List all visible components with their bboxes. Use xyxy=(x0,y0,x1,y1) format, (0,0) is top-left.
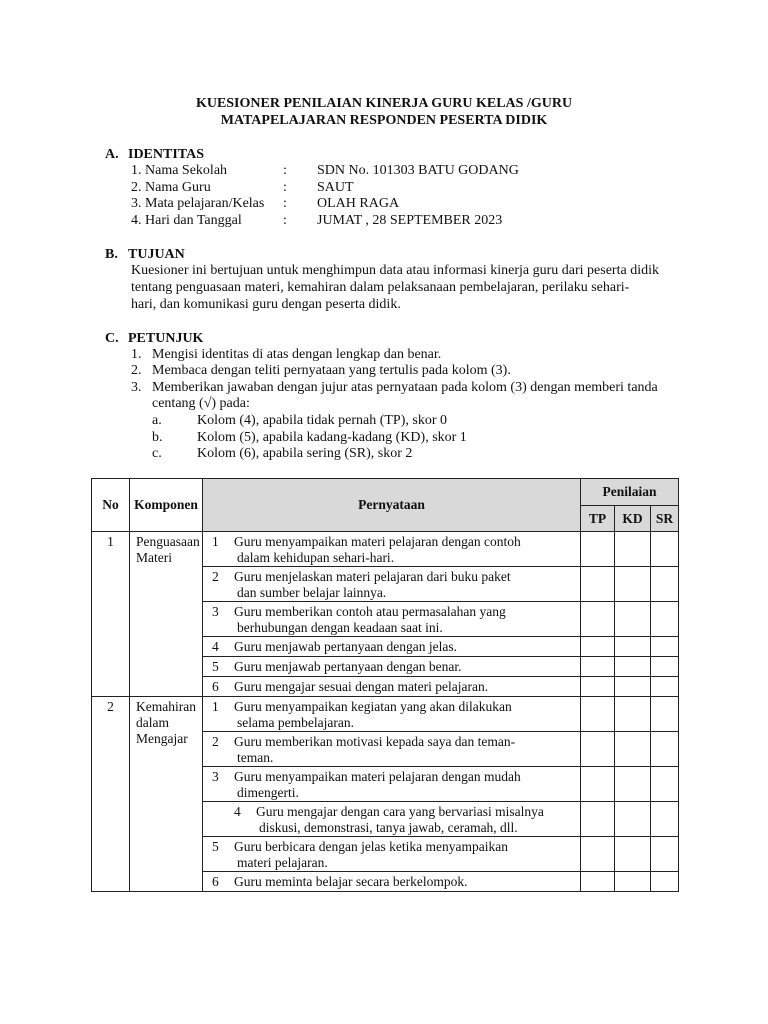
component-cell xyxy=(130,532,203,697)
section-b-letter: B. xyxy=(105,247,118,262)
component-line: Materi xyxy=(136,550,172,565)
section-a-label: IDENTITAS xyxy=(128,147,204,162)
statement-text: Guru memberikan contoh atau permasalahan yang xyxy=(234,604,506,619)
statement-number: 4 xyxy=(212,639,219,654)
section-b-label: TUJUAN xyxy=(128,247,185,262)
identity-colon: : xyxy=(283,196,287,211)
header-sr: SR xyxy=(651,506,679,532)
statement-text-continued: diskusi, demonstrasi, tanya jawab, ceramah, dll. xyxy=(259,820,518,835)
statement-number: 6 xyxy=(212,679,219,694)
checkbox-kd-cell[interactable] xyxy=(615,602,651,637)
component-line: Kemahiran xyxy=(136,699,196,714)
identity-colon: : xyxy=(283,163,287,178)
checkbox-tp-cell[interactable] xyxy=(581,567,615,602)
checkbox-sr-cell[interactable] xyxy=(651,567,679,602)
statement-cell xyxy=(203,837,581,872)
header-no: No xyxy=(92,479,130,532)
identity-row xyxy=(131,162,691,179)
checkbox-tp-cell[interactable] xyxy=(581,732,615,767)
header-kd: KD xyxy=(615,506,651,532)
statement-text: Guru menyampaikan materi pelajaran dengan mudah xyxy=(234,769,521,784)
statement-cell xyxy=(203,697,581,732)
statement-number: 6 xyxy=(212,874,219,889)
instruction-text: Membaca dengan teliti pernyataan yang tertulis pada kolom (3). xyxy=(152,363,511,378)
identity-label: 4. Hari dan Tanggal xyxy=(131,213,242,228)
checkbox-sr-cell[interactable] xyxy=(651,732,679,767)
subitem-letter: b. xyxy=(152,430,163,445)
subitem-letter: c. xyxy=(152,446,162,461)
header-pernyataan: Pernyataan xyxy=(203,479,581,532)
instruction-text-continued: centang (√) pada: xyxy=(152,396,250,411)
subitem-text: Kolom (6), apabila sering (SR), skor 2 xyxy=(197,446,413,461)
checkbox-kd-cell[interactable] xyxy=(615,767,651,802)
checkbox-kd-cell[interactable] xyxy=(615,677,651,697)
checkbox-tp-cell[interactable] xyxy=(581,802,615,837)
identity-row xyxy=(131,212,691,229)
section-b-heading xyxy=(105,246,405,263)
checkbox-kd-cell[interactable] xyxy=(615,837,651,872)
identity-value: SAUT xyxy=(317,180,354,195)
checkbox-tp-cell[interactable] xyxy=(581,532,615,567)
checkbox-tp-cell[interactable] xyxy=(581,837,615,872)
statement-cell xyxy=(203,802,581,837)
checkbox-tp-cell[interactable] xyxy=(581,657,615,677)
identity-colon: : xyxy=(283,180,287,195)
checkbox-tp-cell[interactable] xyxy=(581,872,615,892)
component-line: dalam xyxy=(136,715,169,730)
identity-row xyxy=(131,179,691,196)
checkbox-sr-cell[interactable] xyxy=(651,602,679,637)
checkbox-kd-cell[interactable] xyxy=(615,637,651,657)
component-line: Penguasaan xyxy=(136,534,200,549)
checkbox-sr-cell[interactable] xyxy=(651,677,679,697)
statement-text-continued: dalam kehidupan sehari-hari. xyxy=(237,550,395,565)
instruction-subitem xyxy=(152,445,552,462)
instruction-text: Memberikan jawaban dengan jujur atas pernyataan pada kolom (3) dengan memberi tanda xyxy=(152,380,658,395)
statement-cell xyxy=(203,637,581,657)
checkbox-tp-cell[interactable] xyxy=(581,767,615,802)
checkbox-kd-cell[interactable] xyxy=(615,732,651,767)
statement-text: Guru memberikan motivasi kepada saya dan teman- xyxy=(234,734,516,749)
purpose-paragraph xyxy=(131,262,671,313)
subitem-letter: a. xyxy=(152,413,162,428)
statement-number: 4 xyxy=(234,804,241,819)
checkbox-kd-cell[interactable] xyxy=(615,567,651,602)
questionnaire-table xyxy=(91,478,679,892)
header-komponen: Komponen xyxy=(130,479,203,532)
section-c-label: PETUNJUK xyxy=(128,331,204,346)
header-penilaian: Penilaian xyxy=(581,479,679,506)
instruction-item xyxy=(131,379,676,396)
statement-text-continued: berhubungan dengan keadaan saat ini. xyxy=(237,620,443,635)
checkbox-sr-cell[interactable] xyxy=(651,767,679,802)
identity-value: JUMAT , 28 SEPTEMBER 2023 xyxy=(317,213,503,228)
subitem-text: Kolom (4), apabila tidak pernah (TP), skor 0 xyxy=(197,413,447,428)
statement-text: Guru menjawab pertanyaan dengan benar. xyxy=(234,659,462,674)
statement-cell xyxy=(203,677,581,697)
instruction-number: 2. xyxy=(131,363,142,378)
instruction-subitem xyxy=(152,412,552,429)
statement-text-continued: selama pembelajaran. xyxy=(237,715,354,730)
checkbox-sr-cell[interactable] xyxy=(651,802,679,837)
statement-text: Guru berbicara dengan jelas ketika menyampaikan xyxy=(234,839,509,854)
statement-cell xyxy=(203,732,581,767)
instruction-item xyxy=(131,346,676,363)
checkbox-tp-cell[interactable] xyxy=(581,637,615,657)
instruction-item xyxy=(131,362,676,379)
document-title-line-1: KUESIONER PENILAIAN KINERJA GURU KELAS /GURU xyxy=(195,96,573,111)
checkbox-kd-cell[interactable] xyxy=(615,532,651,567)
purpose-line: hari, dan komunikasi guru dengan peserta didik. xyxy=(131,297,401,312)
statement-number: 3 xyxy=(212,604,219,619)
statement-number: 2 xyxy=(212,734,219,749)
section-a-letter: A. xyxy=(105,147,119,162)
instruction-subitem xyxy=(152,429,552,446)
statement-cell xyxy=(203,767,581,802)
checkbox-kd-cell[interactable] xyxy=(615,697,651,732)
statement-text: Guru meminta belajar secara berkelompok. xyxy=(234,874,468,889)
checkbox-tp-cell[interactable] xyxy=(581,677,615,697)
statement-number: 1 xyxy=(212,534,219,549)
statement-text: Guru mengajar dengan cara yang bervariasi misalnya xyxy=(256,804,544,819)
instruction-text: Mengisi identitas di atas dengan lengkap dan benar. xyxy=(152,347,442,362)
row-number: 1 xyxy=(92,532,130,697)
identity-value: OLAH RAGA xyxy=(317,196,400,211)
document-title-line-2: MATAPELAJARAN RESPONDEN PESERTA DIDIK xyxy=(220,113,548,128)
checkbox-tp-cell[interactable] xyxy=(581,697,615,732)
checkbox-kd-cell[interactable] xyxy=(615,802,651,837)
section-c-heading xyxy=(105,330,405,347)
statement-number: 5 xyxy=(212,839,219,854)
statement-cell xyxy=(203,872,581,892)
statement-cell xyxy=(203,602,581,637)
checkbox-kd-cell[interactable] xyxy=(615,872,651,892)
identity-colon: : xyxy=(283,213,287,228)
component-cell xyxy=(130,697,203,892)
statement-number: 2 xyxy=(212,569,219,584)
checkbox-tp-cell[interactable] xyxy=(581,602,615,637)
checkbox-sr-cell[interactable] xyxy=(651,637,679,657)
statement-cell xyxy=(203,532,581,567)
statement-text: Guru menjelaskan materi pelajaran dari buku paket xyxy=(234,569,511,584)
purpose-line: Kuesioner ini bertujuan untuk menghimpun data atau informasi kinerja guru dari peserta didik xyxy=(131,263,659,278)
checkbox-kd-cell[interactable] xyxy=(615,657,651,677)
section-c-letter: C. xyxy=(105,331,119,346)
statement-cell xyxy=(203,657,581,677)
checkbox-sr-cell[interactable] xyxy=(651,697,679,732)
statement-number: 5 xyxy=(212,659,219,674)
component-line: Mengajar xyxy=(136,731,188,746)
statement-text: Guru menyampaikan materi pelajaran dengan contoh xyxy=(234,534,521,549)
statement-text: Guru mengajar sesuai dengan materi pelajaran. xyxy=(234,679,489,694)
header-tp: TP xyxy=(581,506,615,532)
instruction-number: 3. xyxy=(131,380,142,395)
section-a-heading xyxy=(105,146,405,163)
table-row xyxy=(92,532,679,567)
checkbox-sr-cell[interactable] xyxy=(651,532,679,567)
statement-text: Guru menyampaikan kegiatan yang akan dilakukan xyxy=(234,699,512,714)
identity-label: 2. Nama Guru xyxy=(131,180,211,195)
subitem-text: Kolom (5), apabila kadang-kadang (KD), skor 1 xyxy=(197,430,467,445)
statement-number: 3 xyxy=(212,769,219,784)
statement-text-continued: materi pelajaran. xyxy=(237,855,328,870)
statement-text-continued: teman. xyxy=(237,750,274,765)
checkbox-sr-cell[interactable] xyxy=(651,837,679,872)
identity-value: SDN No. 101303 BATU GODANG xyxy=(317,163,519,178)
instruction-number: 1. xyxy=(131,347,142,362)
statement-text-continued: dimengerti. xyxy=(237,785,299,800)
row-number: 2 xyxy=(92,697,130,892)
statement-text: Guru menjawab pertanyaan dengan jelas. xyxy=(234,639,458,654)
identity-label: 3. Mata pelajaran/Kelas xyxy=(131,196,265,211)
checkbox-sr-cell[interactable] xyxy=(651,657,679,677)
statement-number: 1 xyxy=(212,699,219,714)
checkbox-sr-cell[interactable] xyxy=(651,872,679,892)
table-row xyxy=(92,697,679,732)
identity-label: 1. Nama Sekolah xyxy=(131,163,228,178)
identity-row xyxy=(131,195,691,212)
purpose-line: tentang penguasaan materi, kemahiran dalam pelaksanaan pembelajaran, perilaku sehari- xyxy=(131,280,630,295)
statement-text-continued: dan sumber belajar lainnya. xyxy=(237,585,387,600)
statement-cell xyxy=(203,567,581,602)
